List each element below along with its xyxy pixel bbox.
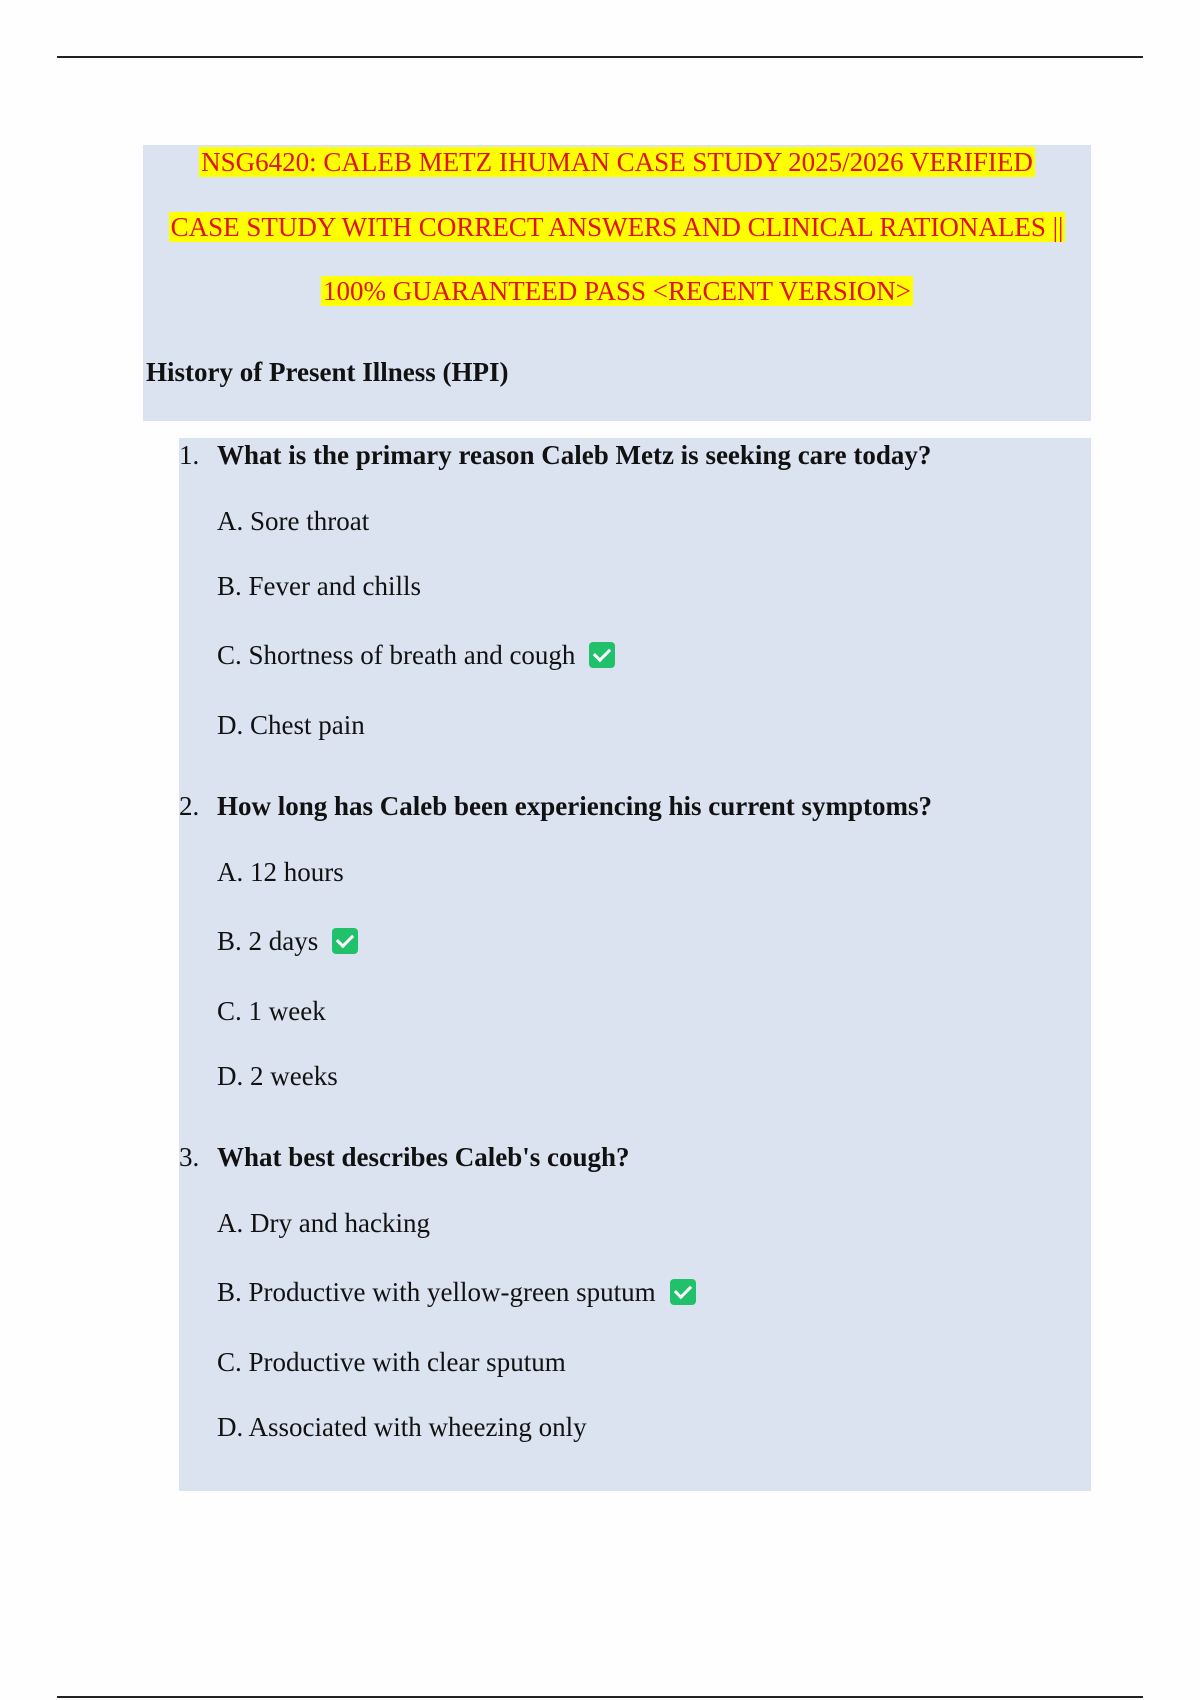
option-label: A. Dry and hacking <box>217 1208 430 1238</box>
option-q3-b <box>217 1275 696 1309</box>
title-line-3: 100% GUARANTEED PASS <RECENT VERSION> <box>322 276 911 306</box>
question-2 <box>179 789 932 823</box>
option-label: B. Fever and chills <box>217 571 421 601</box>
green-check-box-icon <box>332 928 358 954</box>
question-number: 3. <box>179 1142 200 1172</box>
option-q1-a <box>217 504 369 538</box>
option-label: D. Associated with wheezing only <box>217 1412 587 1442</box>
option-label: A. 12 hours <box>217 857 344 887</box>
top-rule <box>57 56 1143 58</box>
question-text: What best describes Caleb's cough? <box>217 1142 630 1172</box>
question-text: How long has Caleb been experiencing his current symptoms? <box>217 791 933 821</box>
green-check-box-icon <box>670 1279 696 1305</box>
option-label: A. Sore throat <box>217 506 370 536</box>
option-label: B. 2 days <box>217 926 319 956</box>
option-q1-d <box>217 708 365 742</box>
option-q2-a <box>217 855 344 889</box>
title-block <box>143 145 1091 421</box>
option-q1-c <box>217 638 615 672</box>
question-number: 2. <box>179 791 200 821</box>
option-label: C. Productive with clear sputum <box>217 1347 566 1377</box>
option-q2-b <box>217 924 358 958</box>
bottom-rule <box>57 1696 1143 1698</box>
question-3 <box>179 1140 630 1174</box>
option-label: B. Productive with yellow-green sputum <box>217 1277 656 1307</box>
section-heading: History of Present Illness (HPI) <box>146 357 509 387</box>
green-check-box-icon <box>589 642 615 668</box>
option-q2-c <box>217 994 326 1028</box>
question-text: What is the primary reason Caleb Metz is seeking care today? <box>217 440 932 470</box>
option-q3-d <box>217 1410 587 1444</box>
title-line-2: CASE STUDY WITH CORRECT ANSWERS AND CLINICAL RATIONALES || <box>170 212 1064 242</box>
option-q3-c <box>217 1345 566 1379</box>
option-label: D. 2 weeks <box>217 1061 338 1091</box>
question-1 <box>179 438 931 472</box>
title-line-1: NSG6420: CALEB METZ IHUMAN CASE STUDY 2025/2026 VERIFIED <box>201 147 1033 177</box>
option-label: C. Shortness of breath and cough <box>217 640 576 670</box>
option-label: D. Chest pain <box>217 710 365 740</box>
questions-block <box>179 438 1091 1491</box>
option-q1-b <box>217 569 421 603</box>
option-q3-a <box>217 1206 430 1240</box>
option-q2-d <box>217 1059 338 1093</box>
option-label: C. 1 week <box>217 996 326 1026</box>
question-number: 1. <box>179 440 200 470</box>
